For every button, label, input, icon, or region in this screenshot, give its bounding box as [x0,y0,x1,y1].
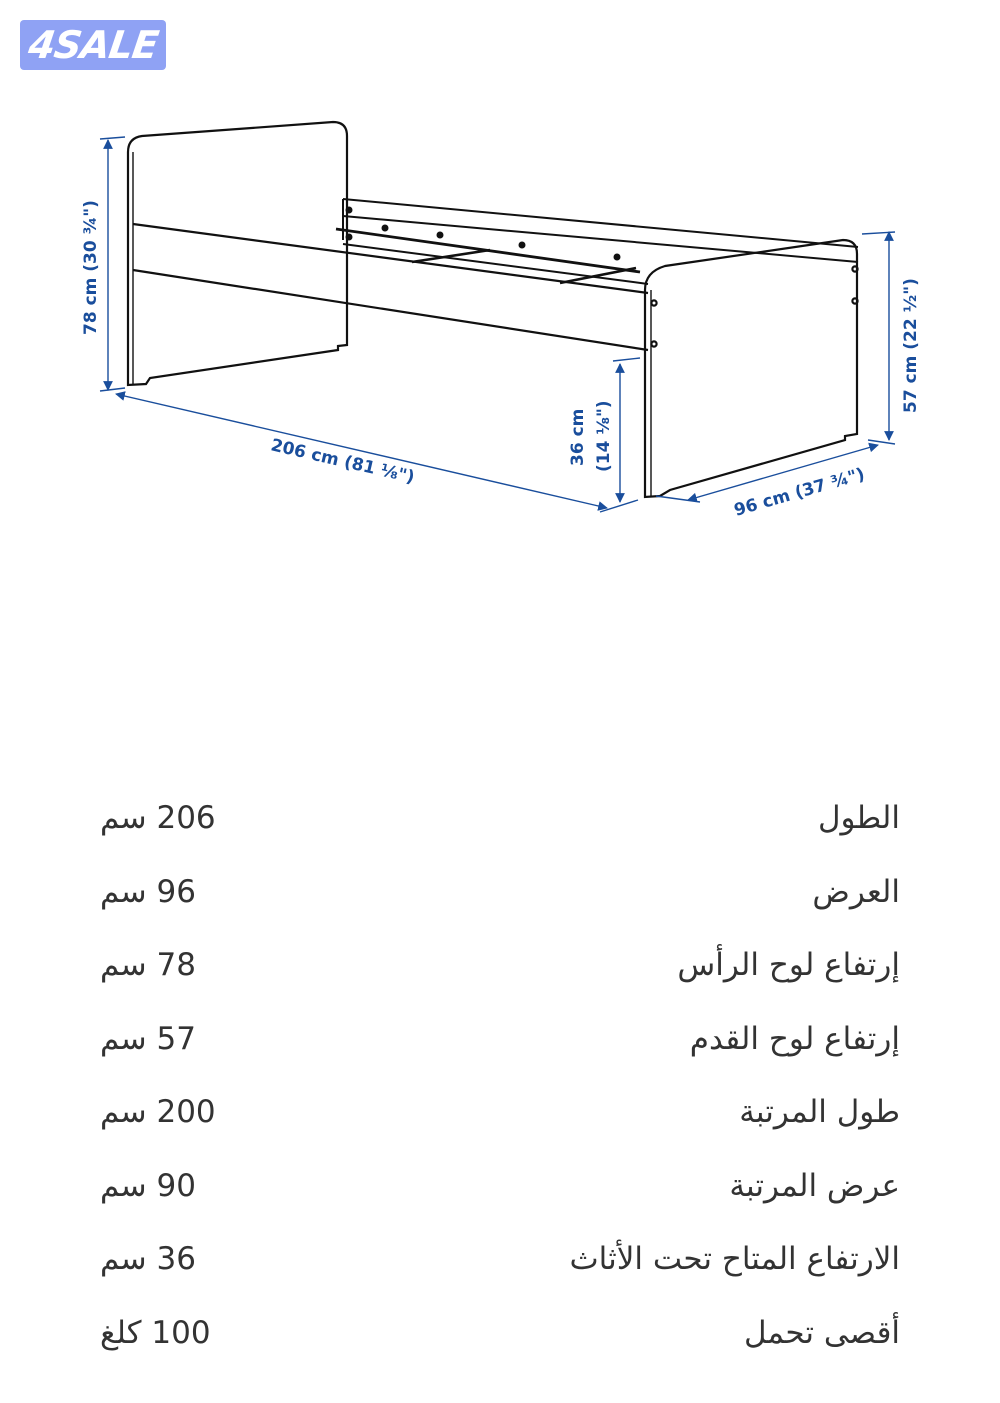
spec-label: الطول [817,800,900,836]
logo-text: 4SALE [25,23,161,67]
footboard [645,240,858,497]
spec-label: أقصى تحمل [743,1314,900,1351]
width-dimension: 96 cm (37 ¾") [731,464,868,521]
spec-row [100,1315,900,1389]
spec-value: 206 سم [100,800,216,836]
spec-row [100,1168,900,1242]
spec-label: العرض [812,873,900,910]
spec-row [100,874,900,948]
under-bed-height-cm: 36 cm [568,408,588,466]
spec-row [100,947,900,1021]
spec-label: إرتفاع لوح الرأس [677,947,900,983]
length-dimension: 206 cm (81 ⅛") [268,435,417,488]
spec-label: عرض المرتبة [729,1167,900,1204]
back-rail [336,199,858,284]
spec-label: طول المرتبة [739,1094,900,1130]
spec-row [100,800,900,874]
under-bed-height-in: (14 ⅛") [594,400,614,472]
spec-value: 200 سم [100,1094,216,1130]
spec-row [100,1021,900,1095]
4sale-logo [20,20,166,70]
spec-label: إرتفاع لوح القدم [689,1020,900,1057]
headboard [128,122,347,385]
bed-dimension-drawing [0,100,1000,540]
spec-value: 96 سم [100,873,196,910]
spec-value: 78 سم [100,947,196,983]
side-rail [133,224,648,350]
spec-value: 100 كلغ [100,1314,211,1351]
spec-value: 57 سم [100,1020,196,1057]
spec-value: 90 سم [100,1167,196,1204]
spec-row [100,1094,900,1168]
spec-value: 36 سم [100,1241,196,1277]
dimension-lines [100,137,895,512]
footboard-height-dimension: 57 cm (22 ½") [901,278,921,413]
spec-row [100,1241,900,1315]
spec-label: الارتفاع المتاح تحت الأثاث [569,1241,900,1277]
headboard-height-dimension: 78 cm (30 ¾") [81,200,101,335]
specs-table [100,800,900,1388]
